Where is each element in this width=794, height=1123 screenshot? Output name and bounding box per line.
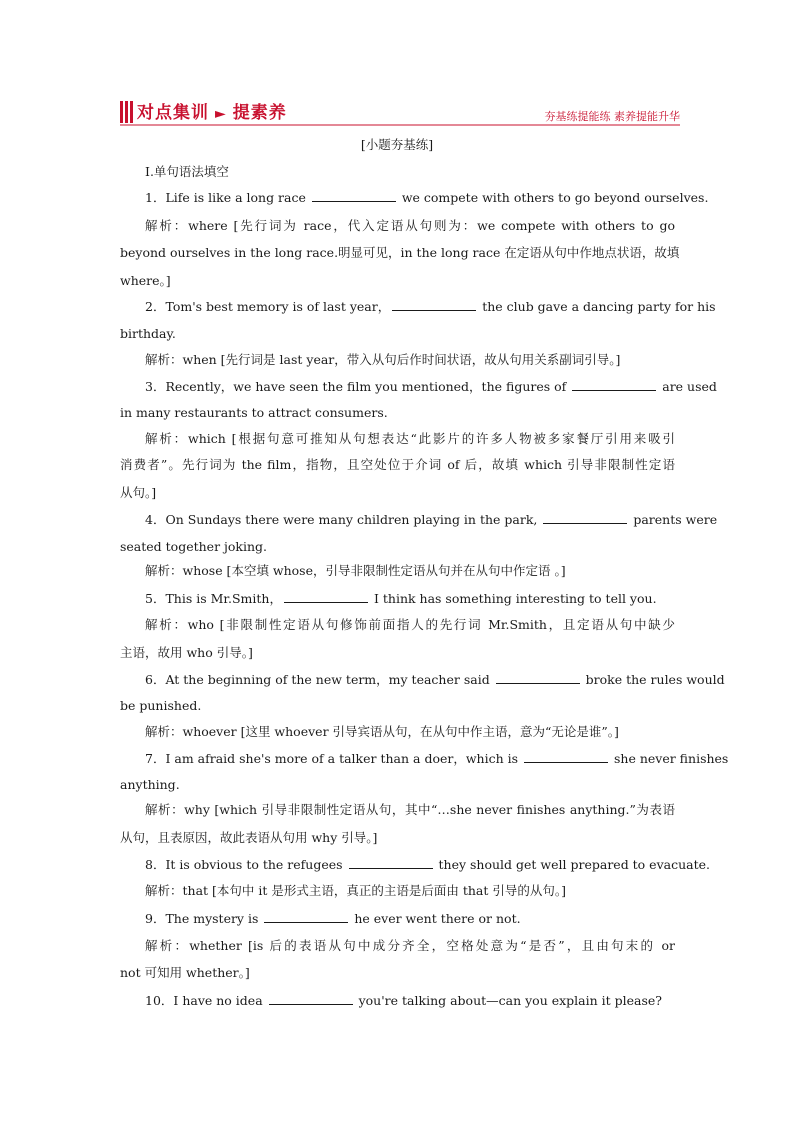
text-line: where。] [120, 273, 171, 288]
text-line: anything. [120, 777, 180, 792]
question-text-continued: they should get well prepared to evacuate. [434, 857, 710, 872]
question-text: 6．At the beginning of the new term，my teacher said [145, 672, 494, 687]
question-text-continued: we compete with others to go beyond ourselves. [397, 190, 709, 205]
answer-blank [264, 910, 348, 923]
text-line: 解析：whose [本空填 whose，引导非限制性定语从句并在从句中作定语 。] [145, 563, 566, 578]
question-text: 1．Life is like a long race [145, 190, 310, 205]
section-label: [小题夯基练] [360, 137, 434, 152]
part-heading: Ⅰ.单句语法填空 [145, 164, 229, 179]
answer-blank [312, 189, 396, 202]
question-line [145, 378, 717, 396]
text-line: 从句。] [120, 485, 157, 500]
question-text: 3．Recently，we have seen the film you mentioned，the figures of [145, 379, 571, 394]
answer-blank [349, 856, 433, 869]
text-line: 解析：who [非限制性定语从句修饰前面指人的先行词 Mr.Smith，且定语从句中缺少 [145, 617, 675, 632]
question-line [145, 992, 675, 1010]
question-text-continued: are used [658, 379, 717, 394]
answer-blank [284, 590, 368, 603]
header-title-right: 提素养 [232, 103, 287, 123]
question-text: 10．I have no idea [145, 993, 267, 1008]
text-line: 解析：whether [is 后的表语从句中成分齐全，空格处意为“是否”，且由句末的 or [145, 938, 675, 953]
question-text: 8．It is obvious to the refugees [145, 857, 347, 872]
question-text-continued: parents were [629, 512, 718, 527]
question-text: 9．The mystery is [145, 911, 263, 926]
section-header [120, 98, 680, 126]
text-line: 主语，故用 who 引导。] [120, 645, 253, 660]
question-text-continued: the club gave a dancing party for his [478, 299, 716, 314]
question-text: 7．I am afraid she's more of a talker than a doer，which is [145, 751, 523, 766]
answer-blank [543, 511, 627, 524]
text-line: in many restaurants to attract consumers. [120, 405, 388, 420]
question-line [145, 671, 725, 689]
question-text-continued: broke the rules would [581, 672, 725, 687]
question-line [145, 189, 709, 207]
header-subtitle: 夯基练提能练 素养提能升华 [544, 110, 680, 123]
text-line: birthday. [120, 326, 176, 341]
question-line [145, 590, 675, 608]
question-line [145, 298, 716, 316]
text-line: be punished. [120, 698, 202, 713]
header-title-left: 对点集训 [137, 103, 209, 123]
question-text-continued: I think has something interesting to tell you. [369, 591, 657, 606]
header-title [137, 98, 287, 123]
answer-blank [496, 671, 580, 684]
arrow-right-icon: ► [215, 106, 227, 122]
text-line: beyond ourselves in the long race.明显可见，in the long race 在定语从句中作地点状语，故填 [120, 245, 680, 260]
answer-blank [392, 298, 476, 311]
text-line: 解析：when [先行词是 last year，带入从句后作时间状语，故从句用关系副词引导。] [145, 352, 621, 367]
header-divider [0, 124, 794, 128]
text-line: 从句，且表原因，故此表语从句用 why 引导。] [120, 830, 378, 845]
text-line: 解析：which [根据句意可推知从句想表达“此影片的许多人物被多家餐厅引用来吸引 [145, 431, 675, 446]
text-line: 解析：whoever [这里 whoever 引导宾语从句，在从句中作主语，意为“无论是谁”。] [145, 724, 619, 739]
text-line: 解析：why [which 引导非限制性定语从句，其中“…she never finishes anything.”为表语 [145, 802, 675, 817]
text-line: seated together joking. [120, 539, 268, 554]
answer-blank [572, 378, 656, 391]
text-line: 解析：that [本句中 it 是形式主语，真正的主语是后面由 that 引导的从句。] [145, 883, 566, 898]
question-line [145, 750, 729, 768]
question-text: 4．On Sundays there were many children playing in the park, [145, 512, 542, 527]
question-text: 2．Tom's best memory is of last year， [145, 299, 391, 314]
question-text: 5．This is Mr.Smith， [145, 591, 282, 606]
question-line [145, 910, 675, 928]
text-line: not 可知用 whether。] [120, 965, 250, 980]
answer-blank [269, 992, 353, 1005]
header-bars-decoration [120, 101, 134, 123]
question-text-continued: she never finishes [610, 751, 729, 766]
question-line [145, 511, 718, 529]
question-line [145, 856, 710, 874]
question-text-continued: he ever went there or not. [350, 911, 521, 926]
text-line: 消费者”。先行词为 the film，指物，且空处位于介词 of 后，故填 which 引导非限制性定语 [120, 457, 675, 472]
question-text-continued: you're talking about—can you explain it please? [354, 993, 663, 1008]
answer-blank [524, 750, 608, 763]
text-line: 解析：where [先行词为 race，代入定语从句则为：we compete with others to go [145, 218, 675, 233]
